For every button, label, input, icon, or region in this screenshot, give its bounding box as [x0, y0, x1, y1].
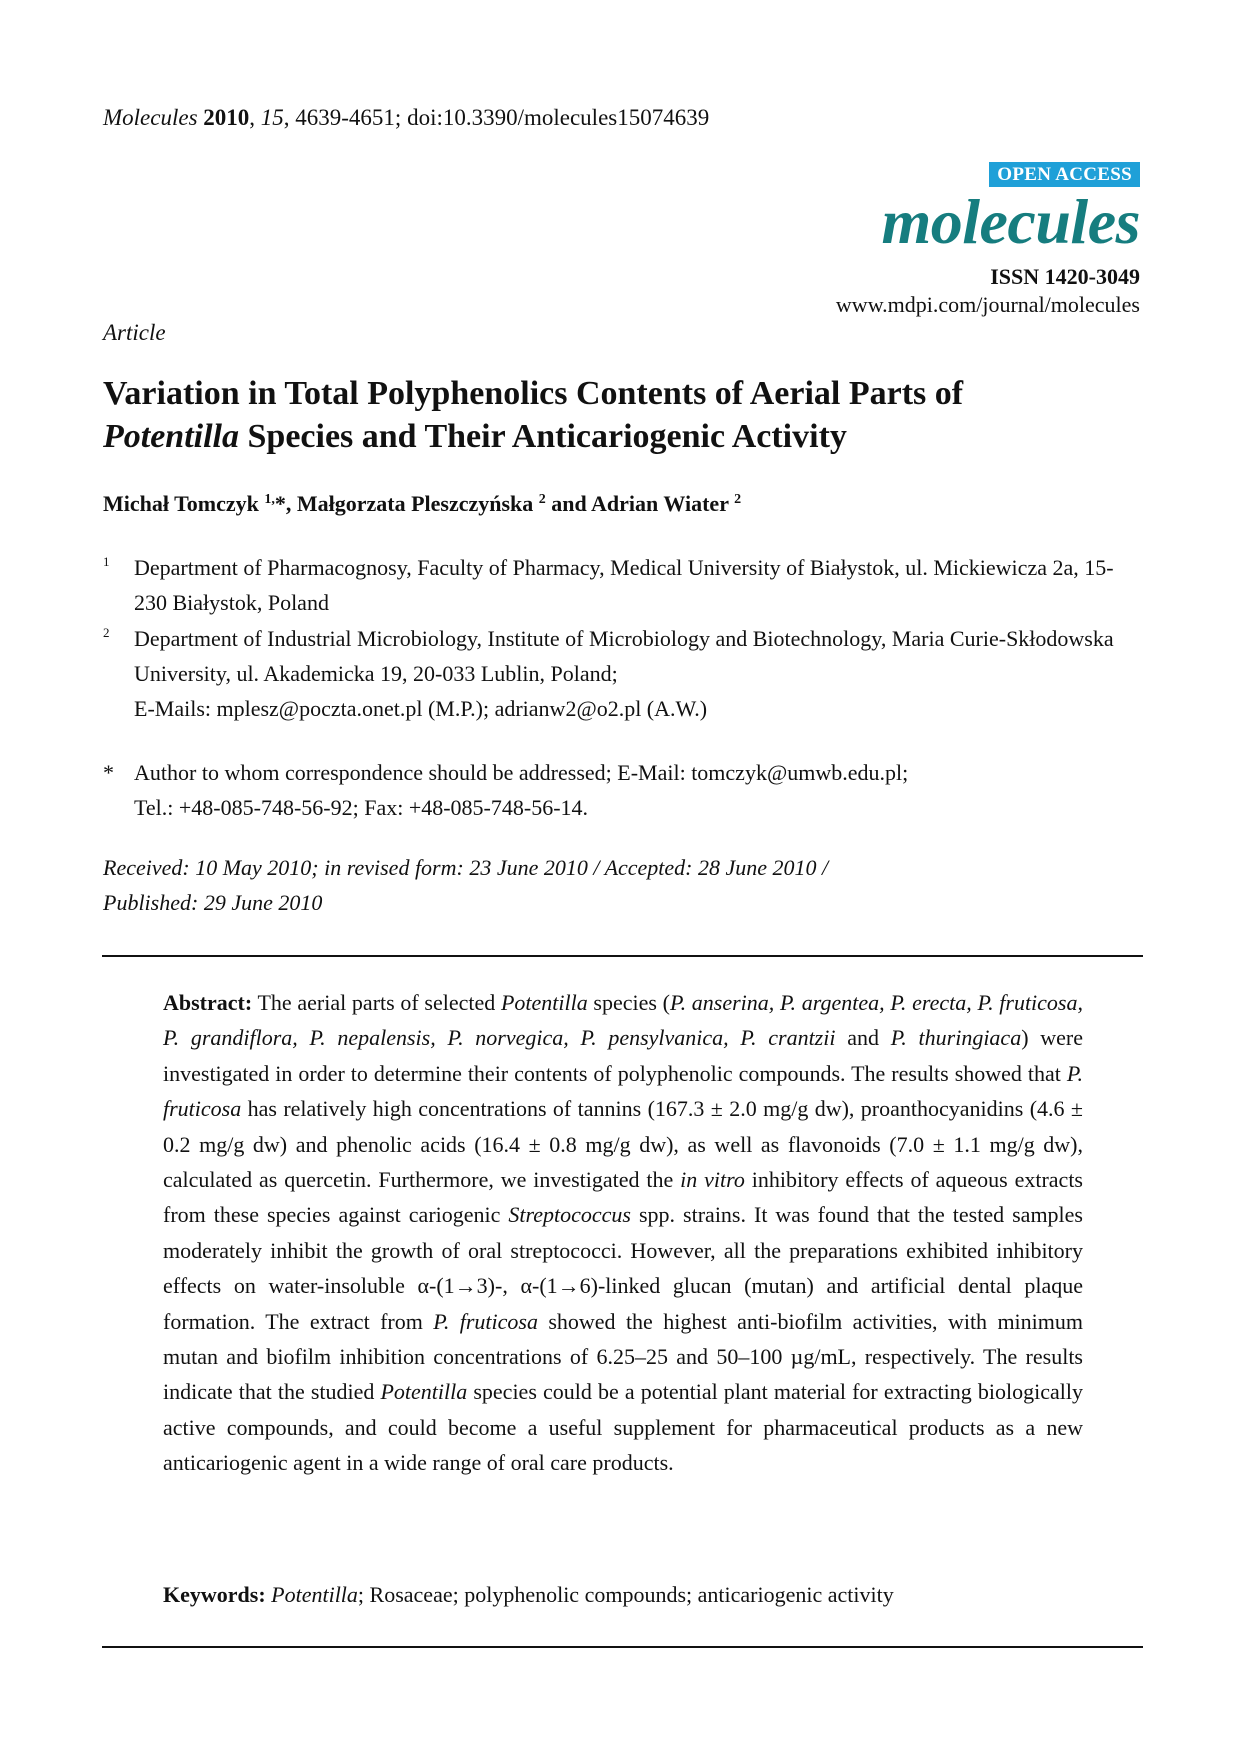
author-name: Małgorzata Pleszczyńska: [296, 491, 534, 516]
keyword-genus: Potentilla: [271, 1582, 358, 1607]
abstract-text: and: [835, 1025, 891, 1051]
affiliation-text: Department of Industrial Microbiology, Institute of Microbiology and Biotechnology, Maria Curie-Skłodowska University, ul. Akademicka 19, 20-033 Lublin, Poland;: [134, 626, 1114, 686]
author-affiliation-marker: 1,: [264, 492, 275, 507]
abstract-label: Abstract:: [163, 990, 253, 1015]
abstract-italic: Potentilla: [500, 990, 588, 1015]
abstract-text: spp. strains. It was found that the tested samples moderately inhibit the growth of oral streptococci. However, all the preparations exhibited inhibitory effects on water-insoluble α-(1→3)-, α-(1→6)-linked glucan (mutan) and artificial dental plaque formation. The extract from: [163, 1202, 1083, 1334]
affiliation-2: [103, 621, 1143, 726]
correspondence-email-line[interactable]: Author to whom correspondence should be addressed; E-Mail: tomczyk@umwb.edu.pl;: [134, 760, 909, 785]
journal-logo: molecules: [881, 186, 1140, 257]
author-name: Adrian Wiater: [591, 491, 729, 516]
abstract-text: inhibitory effects of aqueous extracts from these species against cariogenic: [163, 1167, 1083, 1228]
article-type: Article: [103, 320, 166, 345]
keywords-label: Keywords:: [163, 1582, 266, 1607]
correspondence-marker: *: [103, 760, 114, 785]
abstract-italic: P. thuringiaca: [890, 1025, 1022, 1051]
affiliation-number: 1: [103, 554, 110, 569]
abstract-italic: P. fruticosa: [433, 1308, 538, 1334]
abstract-italic: P. anserina, P. argentea, P. erecta, P. fruticosa, P. grandiflora, P. nepalensis, P. norvegica, P. pensylvanica, P. crantzii: [163, 990, 1083, 1051]
issn: ISSN 1420-3049: [990, 264, 1140, 289]
abstract-italic: Streptococcus: [508, 1202, 631, 1228]
citation-journal: Molecules: [103, 105, 198, 130]
affiliation-number: 2: [103, 625, 110, 640]
correspondence: [103, 755, 1143, 825]
author-affiliation-marker: 2: [734, 492, 742, 507]
abstract-italic: Potentilla: [380, 1379, 468, 1405]
journal-url[interactable]: www.mdpi.com/journal/molecules: [835, 292, 1140, 317]
abstract-text: showed the highest anti-biofilm activities, with minimum mutan and biofilm inhibition concentrations of 6.25–25 and 50–100 µg/mL, respectively. The results indicate that the studied: [163, 1308, 1084, 1405]
dates-received-accepted: Received: 10 May 2010; in revised form: 23 June 2010 / Accepted: 28 June 2010 /: [103, 855, 829, 880]
author-separator: *,: [274, 491, 297, 516]
affiliation-text: Department of Pharmacognosy, Faculty of Pharmacy, Medical University of Białystok, ul. Mickiewicza 2a, 15-230 Białystok, Poland: [134, 555, 1114, 615]
author-name: Michał Tomczyk: [103, 491, 259, 516]
citation-pages-doi: , 4639-4651; doi:10.3390/molecules15074639: [283, 105, 710, 130]
title-genus: Potentilla: [103, 418, 239, 455]
keywords-list: ; Rosaceae; polyphenolic compounds; anticariogenic activity: [357, 1582, 894, 1607]
author-affiliation-marker: 2: [538, 492, 546, 507]
abstract-text: ) were investigated in order to determine their contents of polyphenolic compounds. The results showed that: [163, 1025, 1084, 1086]
abstract-text: The aerial parts of selected: [252, 990, 501, 1015]
dates-published: Published: 29 June 2010: [103, 890, 323, 915]
abstract-text: has relatively high concentrations of tannins (167.3 ± 2.0 mg/g dw), proanthocyanidins (4.6 ± 0.2 mg/g dw) and phenolic acids (16.4 ± 0.8 mg/g dw), as well as flavonoids (7.0 ± 1.1 mg/g dw), calculated as quercetin. Furthermore, we investigated the: [163, 1096, 1083, 1193]
title-line-2: Species and Their Anticariogenic Activity: [239, 418, 847, 455]
divider-top: [102, 955, 1143, 957]
author-separator: and: [545, 491, 592, 516]
divider-bottom: [102, 1646, 1143, 1648]
title-line-1: Variation in Total Polyphenolics Contents of Aerial Parts of: [103, 375, 964, 412]
citation-volume: 15: [260, 105, 284, 130]
open-access-badge: OPEN ACCESS: [989, 162, 1140, 187]
affiliation-emails[interactable]: E-Mails: mplesz@poczta.onet.pl (M.P.); adrianw2@o2.pl (A.W.): [134, 696, 708, 721]
abstract: [163, 985, 1083, 1481]
affiliation-1: [103, 550, 1143, 620]
abstract-italic: in vitro: [680, 1167, 745, 1193]
paper-title: [103, 372, 1143, 458]
keywords: [163, 1577, 1083, 1612]
abstract-italic: P. fruticosa: [163, 1060, 1083, 1122]
correspondence-phone-line: Tel.: +48-085-748-56-92; Fax: +48-085-748-56-14.: [134, 795, 589, 820]
citation-line: Molecules 2010, 15, 4639-4651; doi:10.3390/molecules15074639: [103, 105, 710, 130]
citation-year: 2010: [203, 105, 250, 130]
abstract-text: species (: [587, 990, 670, 1015]
author-list: [103, 491, 741, 517]
abstract-text: species could be a potential plant material for extracting biologically active compounds, and could become a useful supplement for pharmaceutical products as a new anticariogenic agent in a wide range of oral care products.: [163, 1379, 1083, 1476]
publication-dates: [103, 850, 1143, 920]
